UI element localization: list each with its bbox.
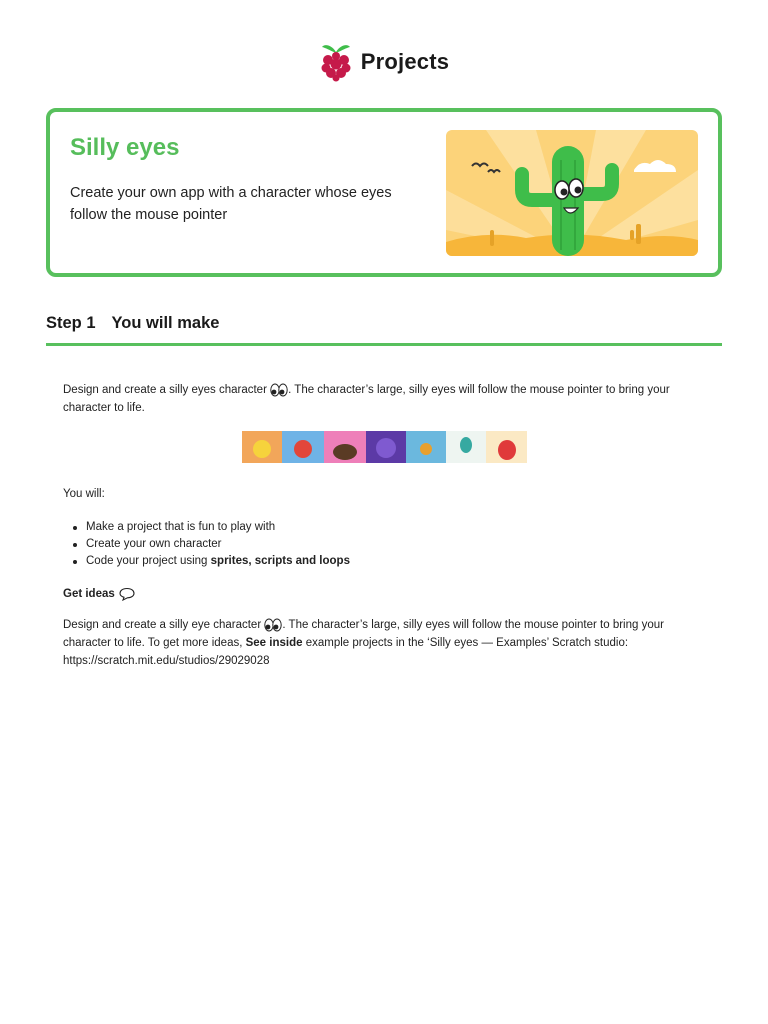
intro-text-end: . The character’s large, silly eyes will follow the mouse pointer to bring your character to life. — [63, 384, 670, 414]
cactus-illustration-icon — [446, 130, 698, 256]
ideas-paragraph — [63, 616, 713, 670]
you-will-label: You will: — [63, 488, 105, 500]
page-header — [0, 40, 768, 84]
brand-title: Projects — [360, 49, 450, 74]
step-number: Step 1 — [46, 314, 96, 332]
list-item: Create your own character — [63, 536, 713, 553]
ideas-text-end: example projects in the ‘Silly eyes — Examples’ Scratch studio: https://scratch.mit.edu/studios/29029028 — [63, 637, 629, 667]
project-title: Silly eyes — [70, 134, 180, 161]
intro-paragraph — [63, 381, 713, 417]
ideas-text-start: Design and create a silly eye character — [63, 619, 265, 631]
outcomes-list — [63, 519, 713, 570]
get-ideas-label: Get ideas — [63, 588, 115, 600]
project-description: Create your own app with a character whose eyes follow the mouse pointer — [70, 185, 392, 223]
step-title: You will make — [111, 314, 220, 332]
speech-bubble-icon — [119, 587, 135, 601]
raspberry-pi-logo-icon — [319, 42, 353, 82]
project-hero-card — [46, 108, 722, 277]
list-item-text: Code your project using — [86, 555, 211, 567]
eyes-emoji-icon — [264, 618, 282, 632]
list-item: Make a project that is fun to play with — [63, 519, 713, 536]
intro-text-start: Design and create a silly eyes character — [63, 384, 271, 396]
eyes-emoji-icon — [270, 383, 288, 397]
see-inside-text: See inside — [245, 637, 303, 649]
example-characters-strip-image — [242, 431, 527, 463]
step-heading — [46, 314, 722, 346]
list-item-bold: sprites, scripts and loops — [210, 555, 350, 567]
get-ideas-heading — [63, 585, 713, 603]
step-content — [63, 381, 713, 670]
ideas-text-middle: . The character’s large, silly eyes will follow the mouse pointer to bring your character to life. To get more ideas, — [63, 619, 664, 649]
list-item — [63, 553, 713, 570]
